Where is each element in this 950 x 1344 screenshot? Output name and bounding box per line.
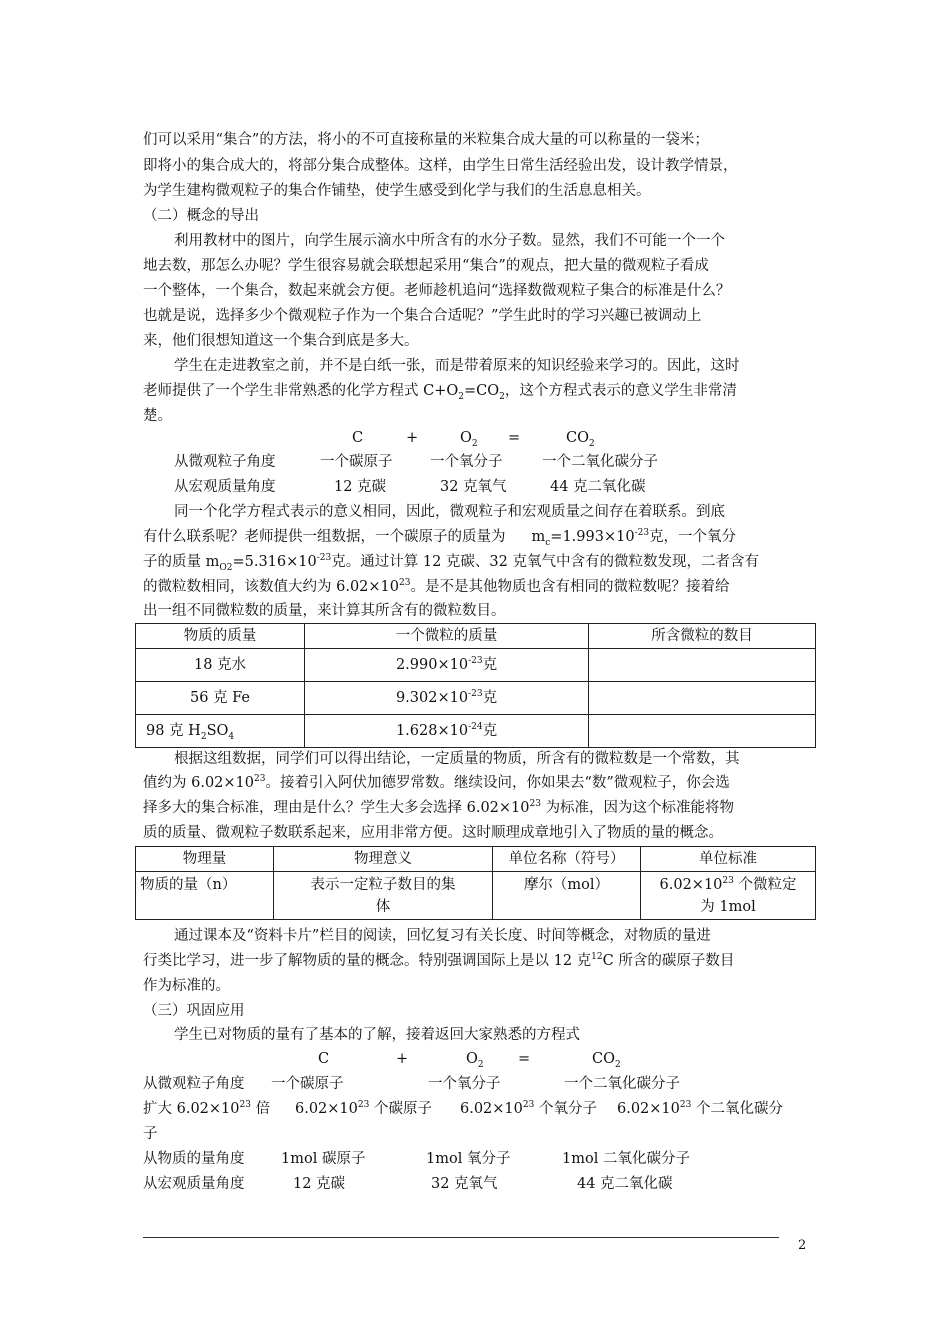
table-header-cell: 物质的质量 xyxy=(136,624,305,649)
table-header-cell: 物理量 xyxy=(136,847,274,872)
table-cell-empty xyxy=(589,715,816,748)
inline-equation: $C+O_2=CO_2$ xyxy=(423,383,505,402)
equation-row-expand: 扩大 $6.02\times 10^{23}$ 倍 $6.02\times 10^{23}$ 个碳原子 $6.02\times 10^{23}$ 个氧分子 $6.02\times 10^{23}$ 个二氧化碳分 xyxy=(143,1100,783,1117)
paragraph-line: 老师提供了一个学生非常熟悉的化学方程式 $C+O_2=CO_2$，这个方程式表示的意义学生非常清 xyxy=(143,383,737,402)
paragraph-line: 即将小的集合成大的，将部分集合成整体。这样，由学生日常生活经验出发，设计教学情景， xyxy=(143,158,738,174)
paragraph-line: 也就是说，选择多少个微观粒子作为一个集合合适呢？”学生此时的学习兴趣已被调动上 xyxy=(143,308,702,324)
table-header-cell: 所含微粒的数目 xyxy=(589,624,816,649)
paragraph-line: 子的质量 $m_{O2}=5.316\times 10^{-23}$克。通过计算 12 克碳、32 克氧气中含有的微粒数发现，二者含有 xyxy=(143,553,759,573)
paragraph-line: 择多大的集合标准，理由是什么？学生大多会选择 $6.02\times 10^{23}$ 为标准，因为这个标准能将物 xyxy=(143,799,735,816)
paragraph-line: 子 xyxy=(143,1126,158,1142)
table-cell: 摩尔（mol） xyxy=(493,872,641,920)
table-row xyxy=(136,682,816,715)
table-header-cell: 物理意义 xyxy=(274,847,493,872)
table-cell-empty xyxy=(589,682,816,715)
footer-rule xyxy=(143,1237,779,1238)
table-cell: $1.628\times 10^{-24}$克 xyxy=(305,715,589,748)
table-header-cell: 单位标准 xyxy=(641,847,816,872)
paragraph-line: 地去数，那怎么办呢？学生很容易就会联想起采用“集合”的观点，把大量的微观粒子看成 xyxy=(143,258,709,274)
paragraph-line: 质的质量、微观粒子数联系起来，应用非常方便。这时顺理成章地引入了物质的量的概念。 xyxy=(143,825,723,841)
paragraph-line: 行类比学习，进一步了解物质的量的概念。特别强调国际上是以 12 克$^{12}$C 所含的碳原子数目 xyxy=(143,952,735,969)
table-row xyxy=(136,649,816,682)
paragraph-line: 学生已对物质的量有了基本的了解，接着返回大家熟悉的方程式 xyxy=(174,1027,580,1043)
paragraph-line: 的微粒数相同，该数值大约为 $6.02\times 10^{23}$。是不是其他物质也含有相同的微粒数呢？接着给 xyxy=(143,578,730,595)
table-cell: 98 克 $H_2SO_4$ xyxy=(136,715,305,748)
paragraph-line: 利用教材中的图片，向学生展示滴水中所含有的水分子数。显然，我们不可能一个一个 xyxy=(174,233,725,249)
table-header-row xyxy=(136,624,816,649)
equation-row-micro: 从微观粒子角度 一个碳原子 一个氧分子 一个二氧化碳分子 xyxy=(143,1076,680,1092)
table-cell: $9.302\times 10^{-23}$克 xyxy=(305,682,589,715)
paragraph-line: 同一个化学方程式表示的意义相同，因此，微观粒子和宏观质量之间存在着联系。到底 xyxy=(174,504,725,520)
particle-mass-table xyxy=(135,623,816,748)
table-cell: 56 克 Fe xyxy=(136,682,305,715)
paragraph-line: 为学生建构微观粒子的集合作铺垫，使学生感受到化学与我们的生活息息相关。 xyxy=(143,183,651,199)
equation-row-micro: 从微观粒子角度 一个碳原子 一个氧分子 一个二氧化碳分子 xyxy=(174,454,658,470)
table-cell: 18 克水 xyxy=(136,649,305,682)
equation-row-macro: 从宏观质量角度 12 克碳 32 克氧气 44 克二氧化碳 xyxy=(143,1176,673,1192)
paragraph-line: 楚。 xyxy=(143,408,172,424)
section-heading: （三）巩固应用 xyxy=(143,1003,245,1019)
chemical-equation: C + $O_2$ = $CO_2$ xyxy=(318,1051,621,1070)
table-cell: $6.02\times 10^{23}$ 个微粒定 为 1mol xyxy=(641,872,816,920)
table-header-cell: 一个微粒的质量 xyxy=(305,624,589,649)
paragraph-line: 来，他们很想知道这一个集合到底是多大。 xyxy=(143,333,419,349)
paragraph-line: 根据这组数据，同学们可以得出结论，一定质量的物质，所含有的微粒数是一个常数，其 xyxy=(174,751,740,767)
table-row xyxy=(136,715,816,748)
paragraph-line: 出一组不同微粒数的质量，来计算其所含有的微粒数目。 xyxy=(143,603,506,619)
table-cell: $2.990\times 10^{-23}$克 xyxy=(305,649,589,682)
paragraph-line: 学生在走进教室之前，并不是白纸一张，而是带着原来的知识经验来学习的。因此，这时 xyxy=(174,358,740,374)
paragraph-line: 们可以采用“集合”的方法，将小的不可直接称量的米粒集合成大量的可以称量的一袋米； xyxy=(143,132,709,148)
table-cell: 物质的量（n） xyxy=(136,872,274,920)
equation-row-macro: 从宏观质量角度 12 克碳 32 克氧气 44 克二氧化碳 xyxy=(174,479,646,495)
paragraph-line: 作为标准的。 xyxy=(143,978,230,994)
table-cell: 表示一定粒子数目的集 体 xyxy=(274,872,493,920)
table-header-row xyxy=(136,847,816,872)
paragraph-line: 值约为 $6.02\times 10^{23}$。接着引入阿伏加德罗常数。继续设问，你如果去“数”微观粒子，你会选 xyxy=(143,774,730,791)
table-row xyxy=(136,872,816,920)
section-heading: （二）概念的导出 xyxy=(143,208,259,224)
paragraph-line: 有什么联系呢？老师提供一组数据，一个碳原子的质量为 $m_c=1.993\times 10^{-23}$克，一个氧分 xyxy=(143,528,737,548)
amount-of-substance-table xyxy=(135,846,816,920)
table-cell-empty xyxy=(589,649,816,682)
equation-row-amount: 从物质的量角度 1mol 碳原子 1mol 氧分子 1mol 二氧化碳分子 xyxy=(143,1151,690,1167)
paragraph-line: 一个整体，一个集合，数起来就会方便。老师趁机追问“选择数微观粒子集合的标准是什么？ xyxy=(143,283,731,299)
paragraph-line: 通过课本及“资料卡片”栏目的阅读，回忆复习有关长度、时间等概念，对物质的量进 xyxy=(174,928,711,944)
table-header-cell: 单位名称（符号） xyxy=(493,847,641,872)
chemical-equation: C + $O_2$ = $CO_2$ xyxy=(352,430,595,449)
page-number: 2 xyxy=(798,1238,807,1253)
